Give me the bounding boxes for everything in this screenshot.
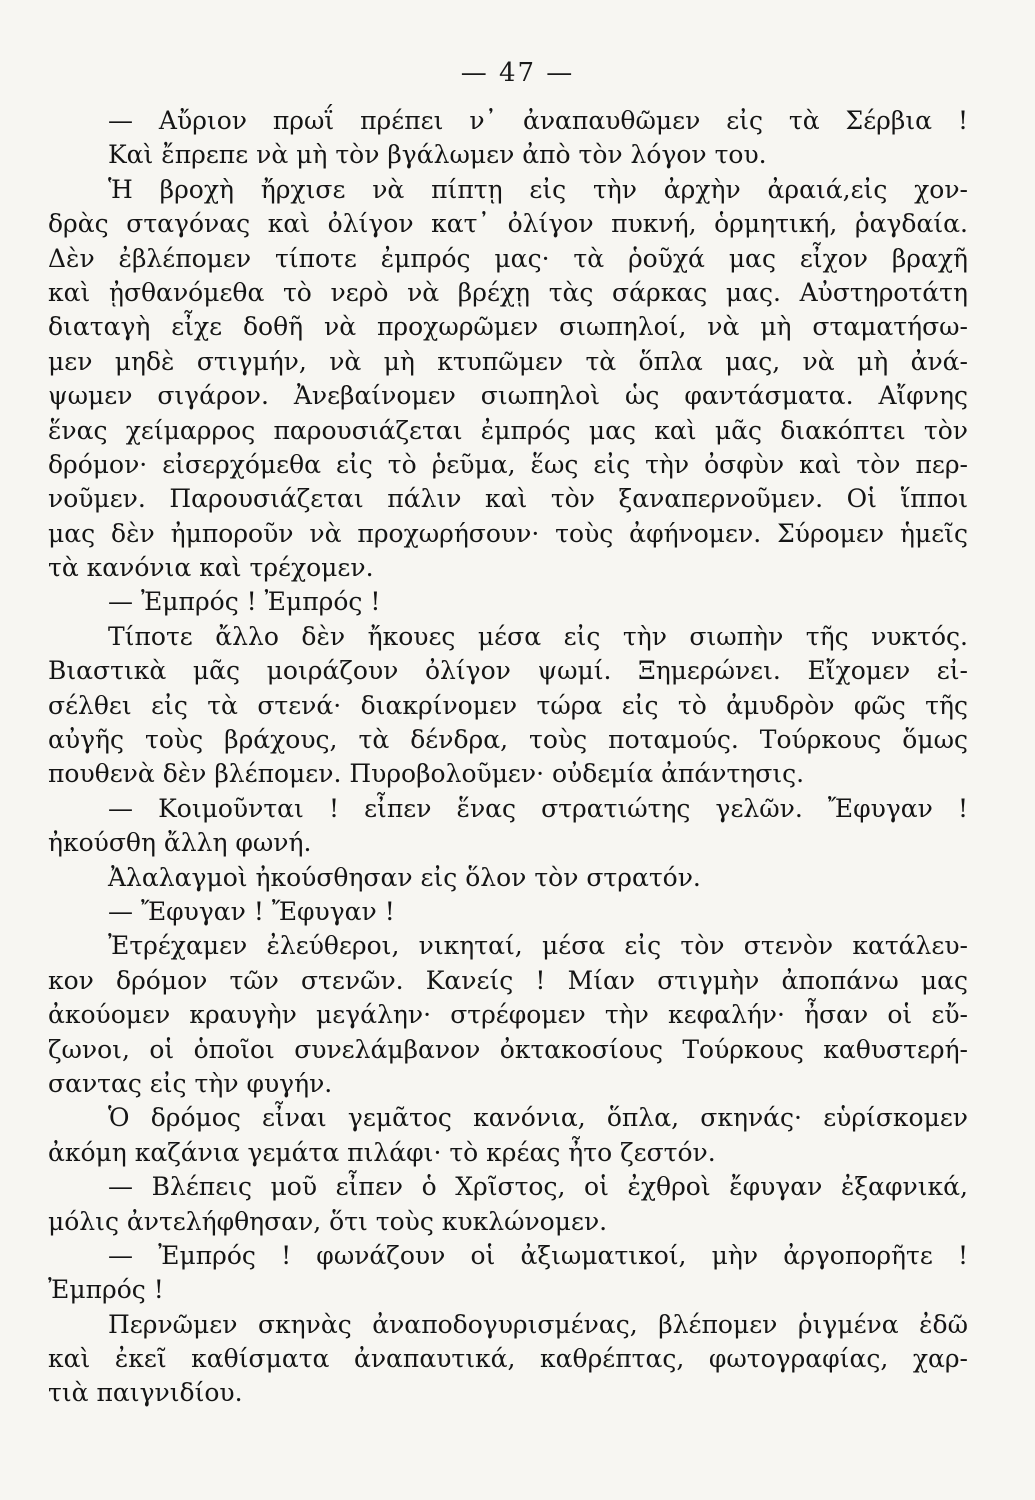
text-line: — Αὔριον πρωΐ πρέπει ν᾽ ἀναπαυθῶμεν εἰς τὰ Σέρβια !: [108, 106, 968, 135]
text-line: ἠκούσθη ἄλλη φωνή.: [48, 828, 312, 858]
text-line: αὐγῆς τοὺς βράχους, τὰ δένδρα, τοὺς ποταμούς. Τούρκους ὅμως: [48, 725, 968, 755]
text-line: — Ἔφυγαν ! Ἔφυγαν !: [108, 896, 395, 926]
text-line: — Ἐμπρός ! Ἐμπρός !: [108, 587, 381, 617]
text-line: ἕνας χείμαρρος παρουσιάζεται ἐμπρός μας καὶ μᾶς διακόπτει τὸν: [48, 415, 968, 445]
text-line: — Κοιμοῦνται ! εἶπεν ἕνας στρατιώτης γελῶν. Ἔφυγαν !: [108, 793, 968, 823]
text-line: Βιαστικὰ μᾶς μοιράζουν ὀλίγον ψωμί. Ξημερώνει. Εἴχομεν εἰ-: [48, 656, 968, 686]
text-line: δρόμον· εἰσερχόμεθα εἰς τὸ ῥεῦμα, ἕως εἰς τὴν ὀσφὺν καὶ τὸν περ-: [48, 449, 968, 479]
text-line: — Βλέπεις μοῦ εἶπεν ὁ Χρῖστος, οἱ ἐχθροὶ ἔφυγαν ἐξαφνικά,: [108, 1172, 968, 1202]
text-line: ἀκόμη καζάνια γεμάτα πιλάφι· τὸ κρέας ἦτο ζεστόν.: [48, 1137, 716, 1167]
text-line: Ἐμπρός !: [48, 1275, 164, 1305]
text-line: Τίποτε ἄλλο δὲν ἤκουες μέσα εἰς τὴν σιωπὴν τῆς νυκτός.: [108, 621, 968, 651]
text-line: τὰ κανόνια καὶ τρέχομεν.: [48, 553, 374, 583]
text-line: ψωμεν σιγάρον. Ἀνεβαίνομεν σιωπηλοὶ ὡς φαντάσματα. Αἴφνης: [48, 381, 968, 411]
page-number: — 47 —: [460, 58, 575, 88]
text-line: ζωνοι, οἱ ὁποῖοι συνελάμβανον ὀκτακοσίους Τούρκους καθυστερή-: [48, 1034, 968, 1064]
text-line: νοῦμεν. Παρουσιάζεται πάλιν καὶ τὸν ξαναπερνοῦμεν. Οἱ ἵπποι: [48, 484, 968, 514]
text-line: καὶ ᾐσθανόμεθα τὸ νερὸ νὰ βρέχῃ τὰς σάρκας μας. Αὐστηροτάτη: [48, 277, 968, 307]
text-line: μόλις ἀντελήφθησαν, ὅτι τοὺς κυκλώνομεν.: [48, 1206, 608, 1236]
text-line: διαταγὴ εἶχε δοθῆ νὰ προχωρῶμεν σιωπηλοί, νὰ μὴ σταματήσω-: [48, 312, 968, 342]
text-line: πουθενὰ δὲν βλέπομεν. Πυροβολοῦμεν· οὐδεμία ἀπάντησις.: [48, 759, 805, 789]
text-line: δρὰς σταγόνας καὶ ὀλίγον κατ᾽ ὀλίγον πυκνή, ὁρμητική, ῥαγδαία.: [48, 209, 968, 239]
text-line: Ἡ βροχὴ ἤρχισε νὰ πίπτῃ εἰς τὴν ἀρχὴν ἀραιά,εἰς χον-: [108, 174, 968, 204]
text-line: ἀκούομεν κραυγὴν μεγάλην· στρέφομεν τὴν κεφαλήν· ἦσαν οἱ εὔ-: [48, 1000, 968, 1030]
text-line: Καὶ ἔπρεπε νὰ μὴ τὸν βγάλωμεν ἀπὸ τὸν λόγον του.: [108, 140, 767, 170]
body-text: [48, 104, 968, 1411]
text-line: Ἀλαλαγμοὶ ἠκούσθησαν εἰς ὅλον τὸν στρατόν.: [108, 862, 701, 892]
text-line: Ἐτρέχαμεν ἐλεύθεροι, νικηταί, μέσα εἰς τὸν στενὸν κατάλευ-: [108, 931, 968, 961]
text-line: τιὰ παιγνιδίου.: [48, 1378, 243, 1408]
text-line: μας δὲν ἠμποροῦν νὰ προχωρήσουν· τοὺς ἀφήνομεν. Σύρομεν ἡμεῖς: [48, 518, 968, 548]
text-line: σαντας εἰς τὴν φυγήν.: [48, 1068, 333, 1098]
text-line: — Ἐμπρός ! φωνάζουν οἱ ἀξιωματικοί, μὴν ἀργοπορῆτε !: [108, 1240, 968, 1270]
text-line: κον δρόμον τῶν στενῶν. Κανείς ! Μίαν στιγμὴν ἀποπάνω μας: [48, 965, 968, 995]
text-line: Περνῶμεν σκηνὰς ἀναποδογυρισμένας, βλέπομεν ῥιγμένα ἐδῶ: [108, 1309, 968, 1339]
text-line: σέλθει εἰς τὰ στενά· διακρίνομεν τώρα εἰς τὸ ἀμυδρὸν φῶς τῆς: [48, 690, 968, 720]
text-line: Ὁ δρόμος εἶναι γεμᾶτος κανόνια, ὅπλα, σκηνάς· εὑρίσκομεν: [108, 1103, 968, 1133]
text-line: Δὲν ἐβλέπομεν τίποτε ἐμπρός μας· τὰ ῥοῦχά μας εἶχον βραχῆ: [48, 243, 968, 273]
text-line: μεν μηδὲ στιγμήν, νὰ μὴ κτυπῶμεν τὰ ὅπλα μας, νὰ μὴ ἀνά-: [48, 346, 968, 376]
text-line: καὶ ἐκεῖ καθίσματα ἀναπαυτικά, καθρέπτας, φωτογραφίας, χαρ-: [48, 1344, 968, 1374]
